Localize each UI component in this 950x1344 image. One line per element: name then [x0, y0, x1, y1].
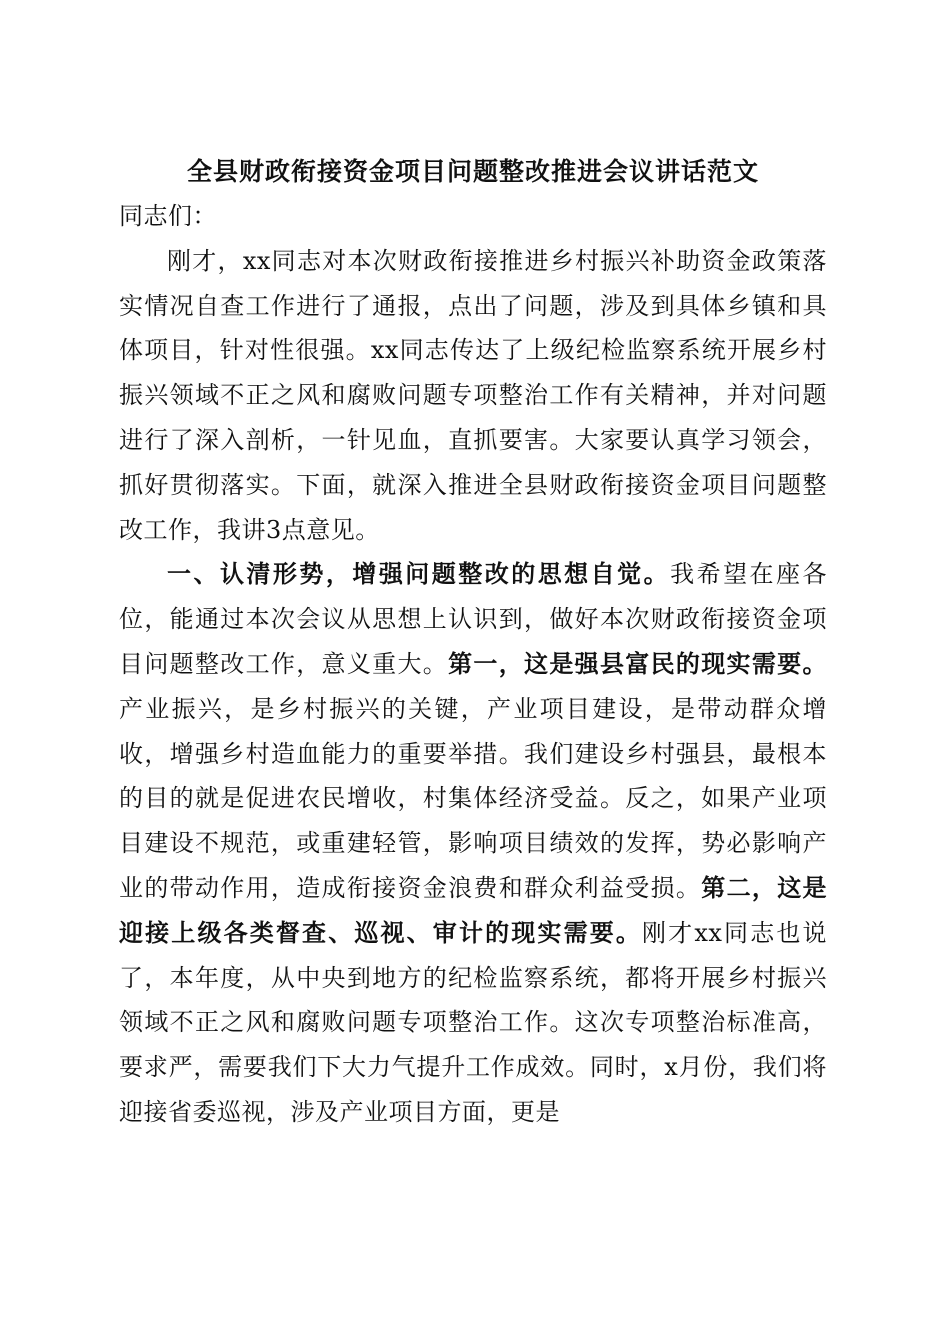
- point-heading-first: 第一，这是强县富民的现实需要。: [448, 648, 828, 678]
- section-text: 我希望在座各位，能通过本次会议从思想上认识到，做好本次财政衔接资金项目问题整改工作，意义重大。: [119, 560, 828, 678]
- paragraph-section-one: [119, 552, 827, 1134]
- paragraph-intro: 刚才，xx同志对本次财政衔接推进乡村振兴补助资金政策落实情况自查工作进行了通报，点出了问题，涉及到具体乡镇和具体项目，针对性很强。xx同志传达了上级纪检监察系统开展乡村振兴领域不正之风和腐败问题专项整治工作有关精神，并对问题进行了深入剖析，一针见血，直抓要害。大家要认真学习领会，抓好贯彻落实。下面，就深入推进全县财政衔接资金项目问题整改工作，我讲3点意见。: [119, 246, 827, 544]
- point-heading-second: 第二，这是迎接上级各类督查、巡视、审计的现实需要。: [119, 872, 828, 947]
- document-title: 全县财政衔接资金项目问题整改推进会议讲话范文: [186, 157, 759, 186]
- document-body: [119, 150, 827, 1135]
- point-text-first: 产业振兴，是乡村振兴的关键，产业项目建设，是带动群众增收，增强乡村造血能力的重要举措。我们建设乡村强县，最根本的目的就是促进农民增收，村集体经济受益。反之，如果产业项目建设不规范，或重建轻管，影响项目绩效的发挥，势必影响产业的带动作用，造成衔接资金浪费和群众利益受损。: [119, 694, 827, 902]
- salutation: 同志们：: [119, 202, 217, 230]
- point-text-second: 刚才xx同志也说了，本年度，从中央到地方的纪检监察系统，都将开展乡村振兴领域不正之风和腐败问题专项整治工作。这次专项整治标准高，要求严，需要我们下大力气提升工作成效。同时，x月份，我们将迎接省委巡视，涉及产业项目方面，更是: [119, 918, 827, 1126]
- section-heading: 一、认清形势，增强问题整改的思想自觉。: [167, 559, 671, 589]
